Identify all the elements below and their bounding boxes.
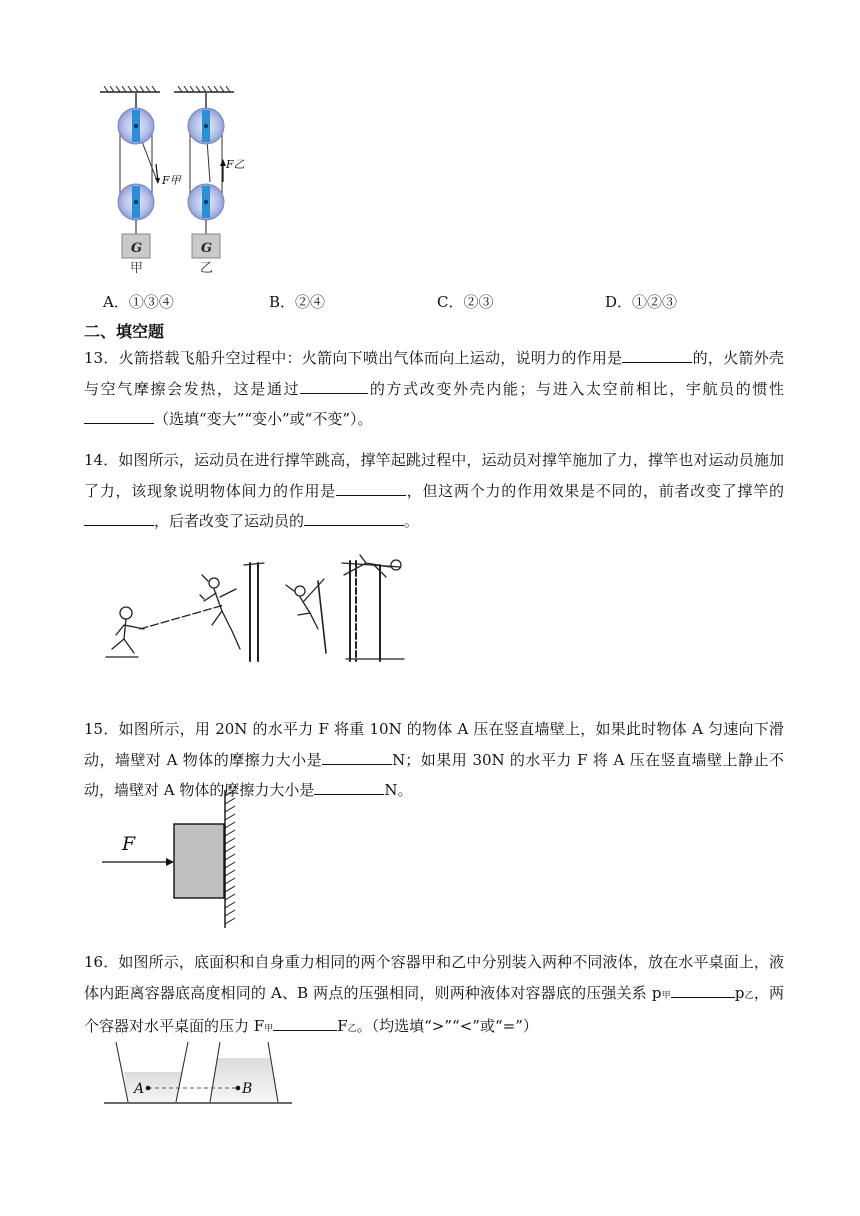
q13-text-1: 13．火箭搭载飞船升空过程中：火箭向下喷出气体而向上运动，说明力的作用是 [84, 349, 623, 367]
point-a-label: A [134, 1081, 145, 1097]
q16-text-5: 。（均选填“>”“<”或“=”） [356, 1017, 538, 1035]
q16-blank-1[interactable] [671, 980, 735, 998]
q14-text-1: 14．如图所示，运动员在进行撑竿跳高，撑竿起跳过程中，运动员对撑竿施加了力，撑竿也对运动员施加了力，该现象说明物体间力的作用是 [84, 451, 784, 500]
q13-blank-3[interactable] [84, 406, 154, 424]
q14-text-3: ，后者改变了运动员的 [154, 512, 305, 530]
label-yi: 乙 [200, 261, 214, 276]
q16-sub-1: 甲 [661, 990, 671, 1001]
q16-text-3: ，两个容器对水平桌面的压力 F [84, 983, 784, 1035]
q16-blank-2[interactable] [273, 1013, 337, 1031]
q15-text-2: N；如果用 30N 的水平力 F 将 A 压在竖直墙壁上静止不动，墙壁对 A 物体的摩擦力大小是 [84, 750, 784, 799]
q15-blank-2[interactable] [314, 777, 384, 795]
q16-text-1: 16．如图所示，底面积和自身重力相同的两个容器甲和乙中分别装入两种不同液体，放在水平桌面上，液体内距离容器底高度相同的 A、B 两点的压强相同，则两种液体对容器底的压强关系 p [84, 953, 784, 1002]
ceiling-left [100, 86, 160, 92]
force-label-right: F乙 [226, 158, 245, 171]
q13-blank-1[interactable] [622, 345, 692, 363]
q13-text-4: （选填“变大”“变小”或“不变”）。 [154, 410, 373, 428]
pole-vault-figure [104, 553, 406, 665]
answer-options [103, 291, 783, 315]
option-a[interactable]: A．①③④ [103, 293, 174, 311]
pulley-system-left [118, 92, 160, 258]
point-b-label: B [242, 1081, 253, 1097]
ceiling-right [174, 86, 234, 92]
q13-blank-2[interactable] [300, 376, 368, 394]
option-c[interactable]: C．②③ [437, 293, 494, 311]
weight-label-left: G [131, 241, 143, 256]
force-f-label: F [122, 833, 136, 855]
force-label-left: F甲 [162, 174, 181, 187]
option-d[interactable]: D．①②③ [605, 293, 678, 311]
weight-label-right: G [201, 241, 213, 256]
q13-text-2: 的，火箭外壳与空气摩擦会发热，这是通过 [84, 349, 784, 398]
label-jia: 甲 [130, 261, 144, 276]
pulley-figure [98, 86, 248, 278]
q14-blank-3[interactable] [304, 508, 404, 526]
q16-sub-3: 甲 [264, 1024, 274, 1034]
q14-text-4: 。 [404, 512, 420, 530]
q13-text-3: 的方式改变外壳内能；与进入太空前相比，宇航员的惯性 [368, 379, 784, 398]
wall-block-figure [98, 788, 244, 930]
q15-text-3: N。 [384, 781, 413, 799]
q16-text-2: p [734, 983, 745, 1002]
q16-sub-4: 乙 [347, 1024, 357, 1034]
option-b[interactable]: B．②④ [269, 293, 326, 311]
question-13 [84, 343, 784, 435]
q16-sub-2: 乙 [744, 990, 754, 1001]
q15-blank-1[interactable] [322, 747, 392, 765]
q15-text-1: 15．如图所示，用 20N 的水平力 F 将重 10N 的物体 A 压在竖直墙壁上，如果此时物体 A 匀速向下滑动，墙壁对 A 物体的摩擦力大小是 [84, 720, 784, 769]
q16-text-4: F [337, 1017, 348, 1035]
containers-figure [102, 1040, 294, 1108]
section-title: 二、填空题 [84, 322, 165, 341]
q14-text-2: ，但这两个力的作用效果是不同的，前者改变了撑竿的 [406, 481, 784, 500]
question-14 [84, 445, 784, 537]
q14-blank-2[interactable] [84, 508, 154, 526]
pulley-system-right [188, 92, 226, 258]
q14-blank-1[interactable] [336, 478, 406, 496]
question-16 [84, 947, 784, 1045]
